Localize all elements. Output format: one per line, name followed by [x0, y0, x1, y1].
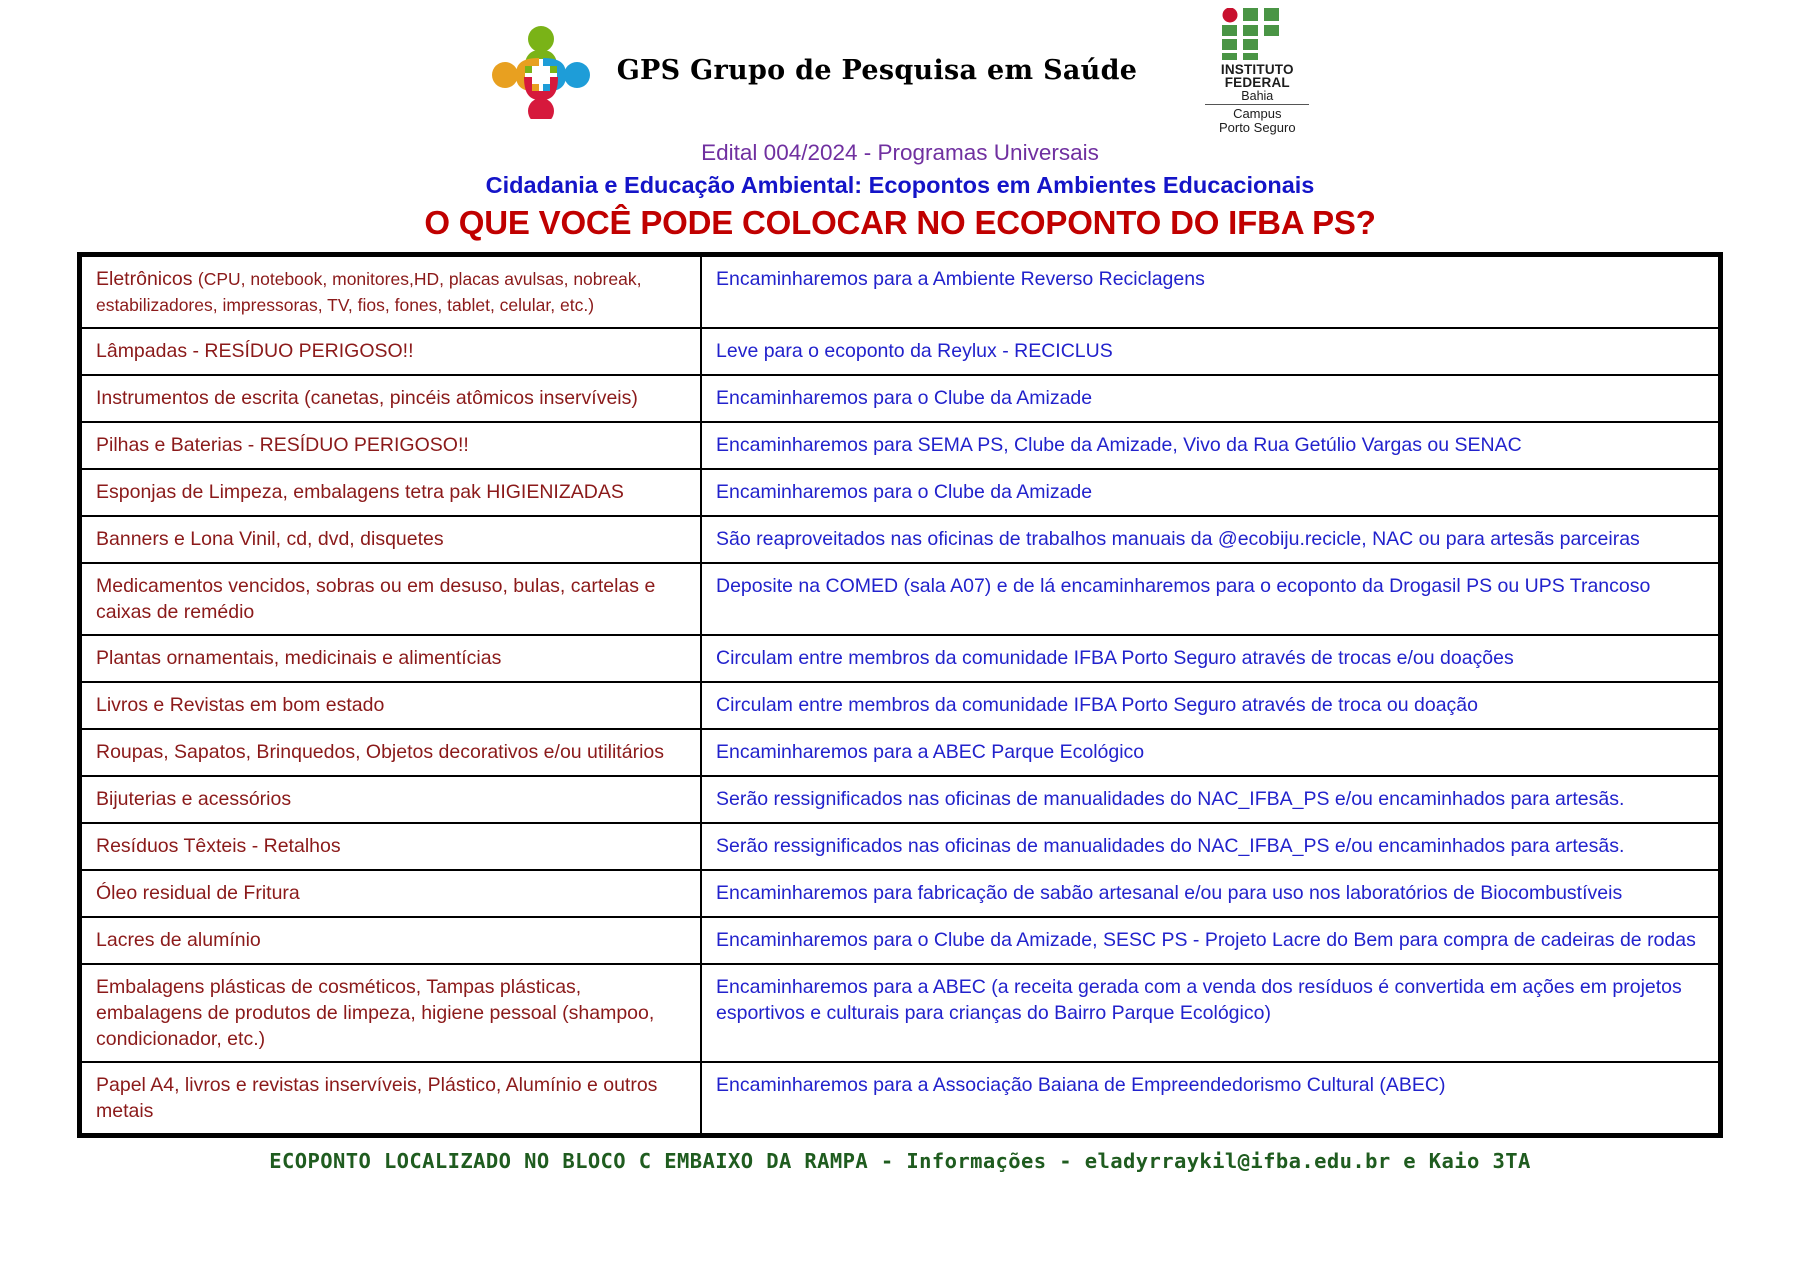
table-cell-item — [81, 563, 701, 635]
table-row — [81, 682, 1719, 729]
destination-label: São reaproveitados nas oficinas de trabalhos manuais da @ecobiju.recicle, NAC ou para artesãs parceiras — [716, 528, 1640, 550]
table-cell-destination — [701, 964, 1719, 1062]
table-row — [81, 729, 1719, 776]
destination-label: Circulam entre membros da comunidade IFBA Porto Seguro através de troca ou doação — [716, 694, 1478, 716]
title-block — [0, 138, 1800, 244]
destination-label: Encaminharemos para o Clube da Amizade — [716, 387, 1093, 409]
item-detail: (CPU, notebook, monitores,HD, placas avulsas, nobreak, estabilizadores, impressoras, TV, fios, fones, tablet, celular, etc.) — [96, 269, 642, 315]
ifba-bahia-label: Bahia — [1241, 88, 1274, 103]
table-cell-destination — [701, 1062, 1719, 1134]
table-cell-item — [81, 964, 701, 1062]
item-label: Embalagens plásticas de cosméticos, Tampas plásticas, embalagens de produtos de limpeza, higiene pessoal (shampoo, condicionador, etc.) — [96, 976, 655, 1050]
table-cell-destination — [701, 375, 1719, 422]
ifba-campus-label — [1205, 104, 1309, 135]
table-cell-destination — [701, 823, 1719, 870]
destination-label: Deposite na COMED (sala A07) e de lá encaminharemos para o ecoponto da Drogasil PS ou UPS Trancoso — [716, 575, 1651, 597]
destination-label: Serão ressignificados nas oficinas de manualidades do NAC_IFBA_PS e/ou encaminhados para artesãs. — [716, 835, 1625, 857]
table-row — [81, 917, 1719, 964]
table-row — [81, 1062, 1719, 1134]
item-label: Pilhas e Baterias - RESÍDUO PERIGOSO!! — [96, 434, 469, 456]
table-cell-item — [81, 375, 701, 422]
item-label: Óleo residual de Fritura — [96, 882, 300, 904]
item-label: Instrumentos de escrita (canetas, pincéis atômicos inservíveis) — [96, 387, 638, 409]
table-cell-destination — [701, 328, 1719, 375]
destination-label: Encaminharemos para a Ambiente Reverso Reciclagens — [716, 268, 1205, 290]
item-label: Resíduos Têxteis - Retalhos — [96, 835, 341, 857]
table-cell-item — [81, 635, 701, 682]
item-label: Banners e Lona Vinil, cd, dvd, disquetes — [96, 528, 444, 550]
ecoponto-table-body — [81, 256, 1719, 1134]
table-row — [81, 256, 1719, 328]
table-cell-item — [81, 917, 701, 964]
destination-label: Encaminharemos para SEMA PS, Clube da Amizade, Vivo da Rua Getúlio Vargas ou SENAC — [716, 434, 1522, 456]
table-row — [81, 328, 1719, 375]
item-label: Lâmpadas - RESÍDUO PERIGOSO!! — [96, 340, 414, 362]
destination-label: Encaminharemos para fabricação de sabão artesanal e/ou para uso nos laboratórios de Biocombustíveis — [716, 882, 1623, 904]
ifba-pixel-blocks-logo-icon — [1220, 8, 1294, 60]
destination-label: Encaminharemos para a ABEC Parque Ecológico — [716, 741, 1145, 763]
table-cell-destination — [701, 917, 1719, 964]
table-cell-item — [81, 469, 701, 516]
destination-label: Encaminharemos para a ABEC (a receita gerada com a venda dos resíduos é convertida em ações em projetos esportivos e culturais para crianças do Bairro Parque Ecológico) — [716, 976, 1682, 1024]
item-label: Eletrônicos — [96, 268, 198, 290]
destination-label: Serão ressignificados nas oficinas de manualidades do NAC_IFBA_PS e/ou encaminhados para artesãs. — [716, 788, 1625, 810]
ifba-campus-line1: Campus — [1233, 105, 1282, 121]
table-cell-destination — [701, 729, 1719, 776]
item-label: Bijuterias e acessórios — [96, 788, 292, 810]
ecoponto-table-wrapper — [77, 252, 1723, 1138]
table-cell-item — [81, 1062, 701, 1134]
item-label: Medicamentos vencidos, sobras ou em desuso, bulas, cartelas e caixas de remédio — [96, 575, 656, 623]
table-cell-item — [81, 776, 701, 823]
table-cell-item — [81, 682, 701, 729]
table-cell-item — [81, 516, 701, 563]
table-cell-destination — [701, 469, 1719, 516]
ecoponto-table — [80, 255, 1720, 1135]
destination-label: Encaminharemos para a Associação Baiana de Empreendedorismo Cultural (ABEC) — [716, 1074, 1446, 1096]
table-row — [81, 422, 1719, 469]
page-title: O QUE VOCÊ PODE COLOCAR NO ECOPONTO DO IFBA PS? — [424, 204, 1376, 241]
ifba-campus-line2: Porto Seguro — [1218, 119, 1296, 135]
table-cell-destination — [701, 422, 1719, 469]
table-cell-item — [81, 729, 701, 776]
table-row — [81, 823, 1719, 870]
table-row — [81, 776, 1719, 823]
table-cell-destination — [701, 256, 1719, 328]
footer-info: ECOPONTO LOCALIZADO NO BLOCO C EMBAIXO DA RAMPA - Informações - eladyrraykil@ifba.edu.br e Kaio 3TA — [269, 1149, 1531, 1173]
gps-logo-title: GPS Grupo de Pesquisa em Saúde — [616, 54, 1138, 86]
item-label: Roupas, Sapatos, Brinquedos, Objetos decorativos e/ou utilitários — [96, 741, 664, 763]
item-label: Esponjas de Limpeza, embalagens tetra pak HIGIENIZADAS — [96, 481, 624, 503]
gps-people-circle-logo-icon — [487, 21, 595, 119]
table-row — [81, 375, 1719, 422]
document-header — [0, 0, 1800, 135]
item-label: Lacres de alumínio — [96, 929, 261, 951]
table-row — [81, 469, 1719, 516]
ifba-instituto-federal-label — [1221, 63, 1294, 89]
destination-label: Leve para o ecoponto da Reylux - RECICLUS — [716, 340, 1113, 362]
item-label: Papel A4, livros e revistas inservíveis, Plástico, Alumínio e outros metais — [96, 1074, 658, 1122]
table-cell-destination — [701, 682, 1719, 729]
ifba-logo-group — [1201, 8, 1313, 135]
destination-label: Encaminharemos para o Clube da Amizade, SESC PS - Projeto Lacre do Bem para compra de cadeiras de rodas — [716, 929, 1696, 951]
project-subtitle: Cidadania e Educação Ambiental: Ecopontos em Ambientes Educacionais — [485, 172, 1315, 198]
table-cell-item — [81, 870, 701, 917]
ifba-federal-line: FEDERAL — [1224, 74, 1290, 90]
destination-label: Circulam entre membros da comunidade IFBA Porto Seguro através de trocas e/ou doações — [716, 647, 1514, 669]
table-row — [81, 516, 1719, 563]
table-cell-destination — [701, 563, 1719, 635]
table-cell-item — [81, 823, 701, 870]
table-row — [81, 964, 1719, 1062]
table-cell-item — [81, 256, 701, 328]
table-cell-destination — [701, 776, 1719, 823]
table-row — [81, 870, 1719, 917]
item-label: Livros e Revistas em bom estado — [96, 694, 385, 716]
table-cell-item — [81, 422, 701, 469]
table-cell-destination — [701, 516, 1719, 563]
table-cell-item — [81, 328, 701, 375]
ifba-instituto-line: INSTITUTO — [1220, 61, 1294, 77]
item-label: Plantas ornamentais, medicinais e alimentícias — [96, 647, 502, 669]
table-row — [81, 563, 1719, 635]
destination-label: Encaminharemos para o Clube da Amizade — [716, 481, 1093, 503]
table-row — [81, 635, 1719, 682]
table-cell-destination — [701, 870, 1719, 917]
table-cell-destination — [701, 635, 1719, 682]
gps-logo-group — [487, 21, 1138, 119]
edital-line: Edital 004/2024 - Programas Universais — [701, 140, 1099, 165]
